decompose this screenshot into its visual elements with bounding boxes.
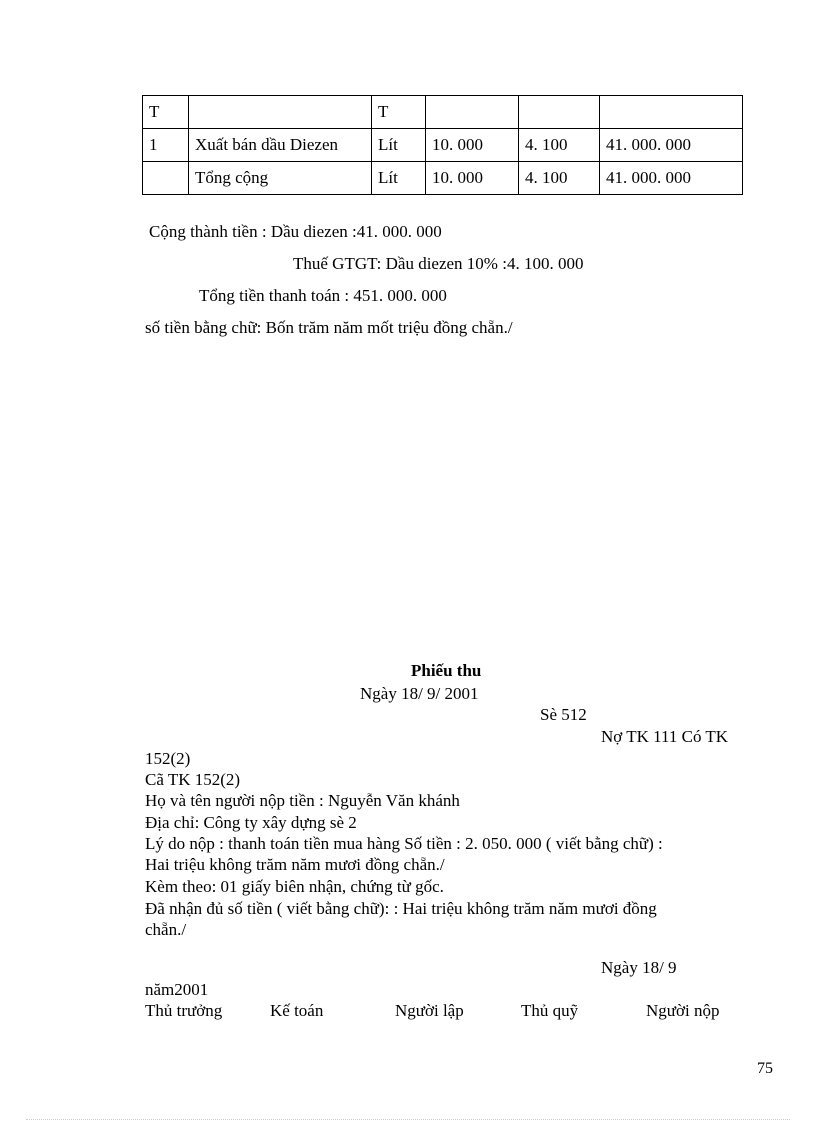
summary-amount-in-words: số tiền bằng chữ: Bốn trăm năm mốt triệu đồng chẵn./ <box>145 318 513 337</box>
table-cell <box>600 96 743 129</box>
table-row <box>143 129 743 162</box>
receipt-received: Đã nhận đủ số tiền ( viết bằng chữ): : Hai triệu không trăm năm mươi đồng <box>145 899 657 918</box>
table-cell: 10. 000 <box>426 162 519 195</box>
signature-preparer: Người lập <box>395 1001 464 1020</box>
receipt-line: 152(2) <box>145 749 191 768</box>
table-row <box>143 96 743 129</box>
table-cell: 41. 000. 000 <box>600 162 743 195</box>
table-cell <box>426 96 519 129</box>
table-cell: Xuất bán dầu Diezen <box>189 129 372 162</box>
receipt-attachments: Kèm theo: 01 giấy biên nhận, chứng từ gốc. <box>145 877 444 896</box>
receipt-address: Địa chỉ: Công ty xây dựng sè 2 <box>145 813 357 832</box>
receipt-reason: Lý do nộp : thanh toán tiền mua hàng Số tiền : 2. 050. 000 ( viết bằng chữ) : <box>145 834 663 853</box>
receipt-line: chẵn./ <box>145 920 187 939</box>
page-number: 75 <box>757 1060 773 1077</box>
signature-director: Thủ trưởng <box>145 1001 223 1020</box>
signature-year: năm2001 <box>145 980 209 999</box>
table-cell: 41. 000. 000 <box>600 129 743 162</box>
signature-payer: Người nộp <box>646 1001 720 1020</box>
signature-accountant: Kế toán <box>270 1001 324 1020</box>
table-cell <box>143 162 189 195</box>
table-row <box>143 162 743 195</box>
table-cell: 4. 100 <box>519 162 600 195</box>
table-cell <box>189 96 372 129</box>
summary-vat: Thuế GTGT: Dầu diezen 10% :4. 100. 000 <box>293 254 584 273</box>
receipt-number: Sè 512 <box>540 705 587 724</box>
receipt-date: Ngày 18/ 9/ 2001 <box>360 684 479 703</box>
summary-grand-total: Tổng tiền thanh toán : 451. 000. 000 <box>199 286 447 305</box>
table-cell: 10. 000 <box>426 129 519 162</box>
table-cell: T <box>143 96 189 129</box>
summary-total-amount: Cộng thành tiền : Dầu diezen :41. 000. 000 <box>149 222 442 241</box>
signature-cashier: Thủ quỹ <box>521 1001 579 1020</box>
receipt-line: Cã TK 152(2) <box>145 770 241 789</box>
table-cell: 1 <box>143 129 189 162</box>
receipt-line: Hai triệu không trăm năm mươi đồng chẵn./ <box>145 855 445 874</box>
table-cell: T <box>372 96 426 129</box>
table-cell: Lít <box>372 129 426 162</box>
table-cell: Lít <box>372 162 426 195</box>
receipt-title: Phiếu thu <box>411 661 482 680</box>
receipt-debit-account: Nợ TK 111 Có TK <box>601 727 729 746</box>
table-cell: Tổng cộng <box>189 162 372 195</box>
goods-table <box>142 95 743 195</box>
table-cell <box>519 96 600 129</box>
signature-date: Ngày 18/ 9 <box>601 958 677 977</box>
page-bottom-divider <box>26 1119 790 1120</box>
table-cell: 4. 100 <box>519 129 600 162</box>
receipt-payer-name: Họ và tên người nộp tiền : Nguyễn Văn khánh <box>145 791 460 810</box>
